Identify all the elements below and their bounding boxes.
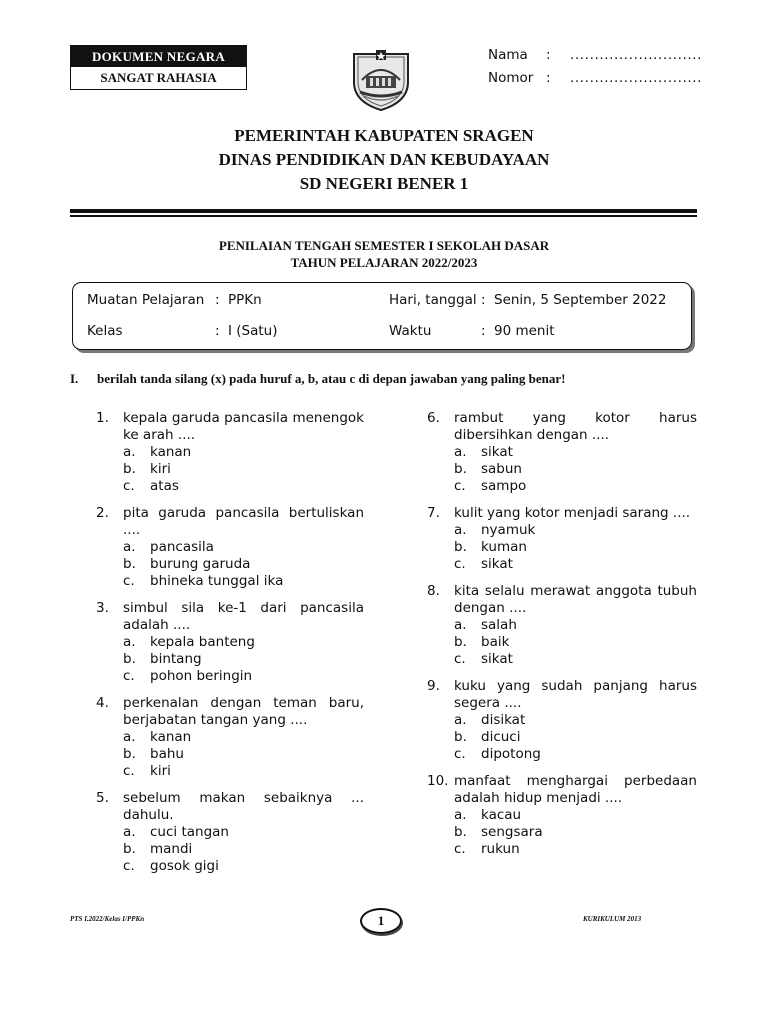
option-text: sampo: [481, 478, 527, 494]
answer-option[interactable]: [123, 461, 364, 478]
option-text: salah: [481, 617, 517, 633]
answer-option[interactable]: [123, 668, 364, 685]
answer-option[interactable]: [454, 478, 697, 495]
question-4: [96, 695, 364, 780]
number-row[interactable]: [488, 67, 702, 90]
option-text: burung garuda: [150, 556, 251, 572]
subject-colon: :: [215, 292, 220, 308]
option-letter[interactable]: c.: [454, 651, 466, 667]
option-letter[interactable]: b.: [123, 461, 136, 477]
answer-option[interactable]: [123, 824, 364, 841]
option-text: mandi: [150, 841, 193, 857]
option-letter[interactable]: c.: [454, 556, 466, 572]
option-text: sabun: [481, 461, 522, 477]
answer-option[interactable]: [454, 807, 697, 824]
question-text: kulit yang kotor menjadi sarang ....: [454, 505, 691, 521]
question-number: 9.: [427, 678, 440, 694]
option-text: sikat: [481, 556, 513, 572]
question-number: 3.: [96, 600, 109, 616]
sragen-emblem-graphic: [346, 42, 416, 112]
option-text: atas: [150, 478, 179, 494]
time-label: Waktu: [389, 323, 432, 339]
answer-option[interactable]: [454, 729, 697, 746]
header-line-1: PEMERINTAH KABUPATEN SRAGEN: [234, 126, 534, 145]
question-text: manfaat menghargai perbedaan adalah hidup menjadi ....: [454, 773, 697, 806]
question-8: [427, 583, 697, 668]
answer-option[interactable]: [123, 763, 364, 780]
question-9: [427, 678, 697, 763]
question-stem: [96, 695, 364, 729]
option-letter[interactable]: c.: [123, 763, 135, 779]
answer-option[interactable]: [123, 556, 364, 573]
answer-option[interactable]: [454, 556, 697, 573]
time-value: 90 menit: [494, 323, 555, 339]
option-letter[interactable]: b.: [454, 461, 467, 477]
question-stem: [96, 600, 364, 634]
option-letter[interactable]: a.: [123, 824, 136, 840]
question-stem: [96, 410, 364, 444]
class-value: I (Satu): [228, 323, 278, 339]
option-text: sikat: [481, 651, 513, 667]
answer-option[interactable]: [123, 573, 364, 590]
answer-option[interactable]: [123, 478, 364, 495]
header-rule-thin: [70, 215, 697, 217]
option-letter[interactable]: a.: [454, 522, 467, 538]
answer-option[interactable]: [123, 841, 364, 858]
exam-year-line: TAHUN PELAJARAN 2022/2023: [290, 255, 478, 270]
answer-option[interactable]: [454, 824, 697, 841]
option-text: disikat: [481, 712, 526, 728]
question-text: rambut yang kotor harus dibersihkan dengan ....: [454, 410, 697, 443]
option-text: bintang: [150, 651, 202, 667]
answer-option[interactable]: [454, 712, 697, 729]
option-text: pancasila: [150, 539, 214, 555]
option-letter[interactable]: b.: [123, 651, 136, 667]
header-line-3: SD NEGERI BENER 1: [299, 174, 469, 193]
number-field[interactable]: ...........................: [570, 70, 703, 86]
option-letter[interactable]: c.: [454, 841, 466, 857]
answer-option[interactable]: [454, 461, 697, 478]
question-stem: [427, 583, 697, 617]
footer-left: PTS I.2022/Kelas I/PPKn: [70, 915, 145, 923]
question-stem: [427, 773, 697, 807]
option-text: gosok gigi: [150, 858, 219, 874]
day-label: Hari, tanggal: [389, 292, 477, 308]
option-letter[interactable]: a.: [123, 729, 136, 745]
day-value: Senin, 5 September 2022: [494, 292, 667, 308]
option-text: bhineka tunggal ika: [150, 573, 284, 589]
option-letter[interactable]: a.: [123, 634, 136, 650]
question-number: 8.: [427, 583, 440, 599]
option-letter[interactable]: c.: [454, 478, 466, 494]
question-text: pita garuda pancasila bertuliskan ....: [123, 505, 364, 538]
option-letter[interactable]: b.: [454, 824, 467, 840]
answer-option[interactable]: [123, 746, 364, 763]
option-text: kanan: [150, 444, 192, 460]
option-letter[interactable]: b.: [454, 539, 467, 555]
school-header: [0, 124, 768, 196]
question-number: 6.: [427, 410, 440, 426]
option-text: nyamuk: [481, 522, 536, 538]
question-number: 10.: [427, 773, 449, 789]
question-number: 1.: [96, 410, 109, 426]
option-letter[interactable]: c.: [123, 668, 135, 684]
option-letter[interactable]: a.: [454, 617, 467, 633]
question-3: [96, 600, 364, 685]
question-stem: [96, 790, 364, 824]
question-text: simbul sila ke-1 dari pancasila adalah ....: [123, 600, 364, 633]
header-line-2: DINAS PENDIDIKAN DAN KEBUDAYAAN: [218, 150, 550, 169]
question-6: [427, 410, 697, 495]
name-label: Nama: [488, 47, 528, 63]
option-text: pohon beringin: [150, 668, 253, 684]
question-text: kuku yang sudah panjang harus segera ....: [454, 678, 697, 711]
question-stem: [427, 410, 697, 444]
answer-option[interactable]: [123, 651, 364, 668]
option-letter[interactable]: b.: [123, 746, 136, 762]
answer-option[interactable]: [454, 651, 697, 668]
answer-option[interactable]: [454, 522, 697, 539]
answer-option[interactable]: [123, 539, 364, 556]
class-label: Kelas: [87, 323, 123, 339]
option-text: rukun: [481, 841, 520, 857]
option-text: dicuci: [481, 729, 521, 745]
name-row[interactable]: [488, 44, 702, 67]
question-7: [427, 505, 697, 573]
option-letter[interactable]: c.: [123, 573, 135, 589]
answer-option[interactable]: [123, 444, 364, 461]
answer-option[interactable]: [454, 617, 697, 634]
question-stem: [427, 678, 697, 712]
option-text: sengsara: [481, 824, 543, 840]
question-text: sebelum makan sebaiknya ... dahulu.: [123, 790, 364, 823]
option-letter[interactable]: a.: [123, 444, 136, 460]
option-letter[interactable]: c.: [454, 746, 466, 762]
option-letter[interactable]: b.: [454, 634, 467, 650]
question-number: 7.: [427, 505, 440, 521]
option-text: kuman: [481, 539, 527, 555]
number-colon: :: [546, 70, 551, 86]
header-rule-thick: [70, 209, 697, 213]
option-text: kanan: [150, 729, 192, 745]
option-letter[interactable]: b.: [123, 556, 136, 572]
question-number: 4.: [96, 695, 109, 711]
answer-option[interactable]: [454, 539, 697, 556]
option-text: dipotong: [481, 746, 541, 762]
classification-line-2: SANGAT RAHASIA: [100, 70, 217, 85]
exam-info-box: [72, 282, 692, 350]
question-2: [96, 505, 364, 590]
exam-title-line: PENILAIAN TENGAH SEMESTER I SEKOLAH DASAR: [218, 238, 550, 253]
option-text: cuci tangan: [150, 824, 229, 840]
option-text: kepala banteng: [150, 634, 255, 650]
option-letter[interactable]: b.: [123, 841, 136, 857]
classification-line-1: DOKUMEN NEGARA: [71, 46, 246, 67]
exam-title: [0, 237, 768, 271]
name-colon: :: [546, 47, 551, 63]
instruction-text: berilah tanda silang (x) pada huruf a, b, atau c di depan jawaban yang paling benar!: [97, 371, 566, 386]
option-text: baik: [481, 634, 510, 650]
footer-right: KURIKULUM 2013: [583, 915, 642, 923]
identity-fields: [488, 44, 702, 90]
question-text: kepala garuda pancasila menengok ke arah ....: [123, 410, 364, 443]
option-text: sikat: [481, 444, 513, 460]
question-1: [96, 410, 364, 495]
time-colon: :: [481, 323, 486, 339]
answer-option[interactable]: [454, 841, 697, 858]
answer-option[interactable]: [123, 858, 364, 875]
name-field[interactable]: ...........................: [570, 47, 703, 63]
answer-option[interactable]: [454, 634, 697, 651]
day-colon: :: [481, 292, 486, 308]
class-colon: :: [215, 323, 220, 339]
question-10: [427, 773, 697, 858]
option-text: kacau: [481, 807, 522, 823]
subject-value: PPKn: [228, 292, 262, 308]
option-letter[interactable]: a.: [123, 539, 136, 555]
option-text: kiri: [150, 461, 171, 477]
question-text: kita selalu merawat anggota tubuh dengan ....: [454, 583, 697, 616]
answer-option[interactable]: [454, 444, 697, 461]
answer-option[interactable]: [123, 634, 364, 651]
option-letter[interactable]: c.: [123, 858, 135, 874]
option-letter[interactable]: b.: [454, 729, 467, 745]
option-letter[interactable]: a.: [454, 712, 467, 728]
option-text: kiri: [150, 763, 171, 779]
question-number: 5.: [96, 790, 109, 806]
option-letter[interactable]: a.: [454, 444, 467, 460]
question-number: 2.: [96, 505, 109, 521]
question-5: [96, 790, 364, 875]
page-number: 1: [360, 908, 402, 934]
option-text: bahu: [150, 746, 184, 762]
option-letter[interactable]: a.: [454, 807, 467, 823]
questions-left-column: [96, 410, 364, 885]
number-label: Nomor: [488, 70, 534, 86]
question-text: perkenalan dengan teman baru, berjabatan tangan yang ....: [123, 695, 364, 728]
questions-right-column: [427, 410, 697, 868]
question-stem: [427, 505, 697, 522]
answer-option[interactable]: [123, 729, 364, 746]
question-stem: [96, 505, 364, 539]
section-number: I.: [70, 371, 79, 386]
classification-box: [70, 45, 247, 90]
answer-option[interactable]: [454, 746, 697, 763]
subject-label: Muatan Pelajaran: [87, 292, 205, 308]
option-letter[interactable]: c.: [123, 478, 135, 494]
sragen-emblem-icon: [346, 42, 416, 112]
